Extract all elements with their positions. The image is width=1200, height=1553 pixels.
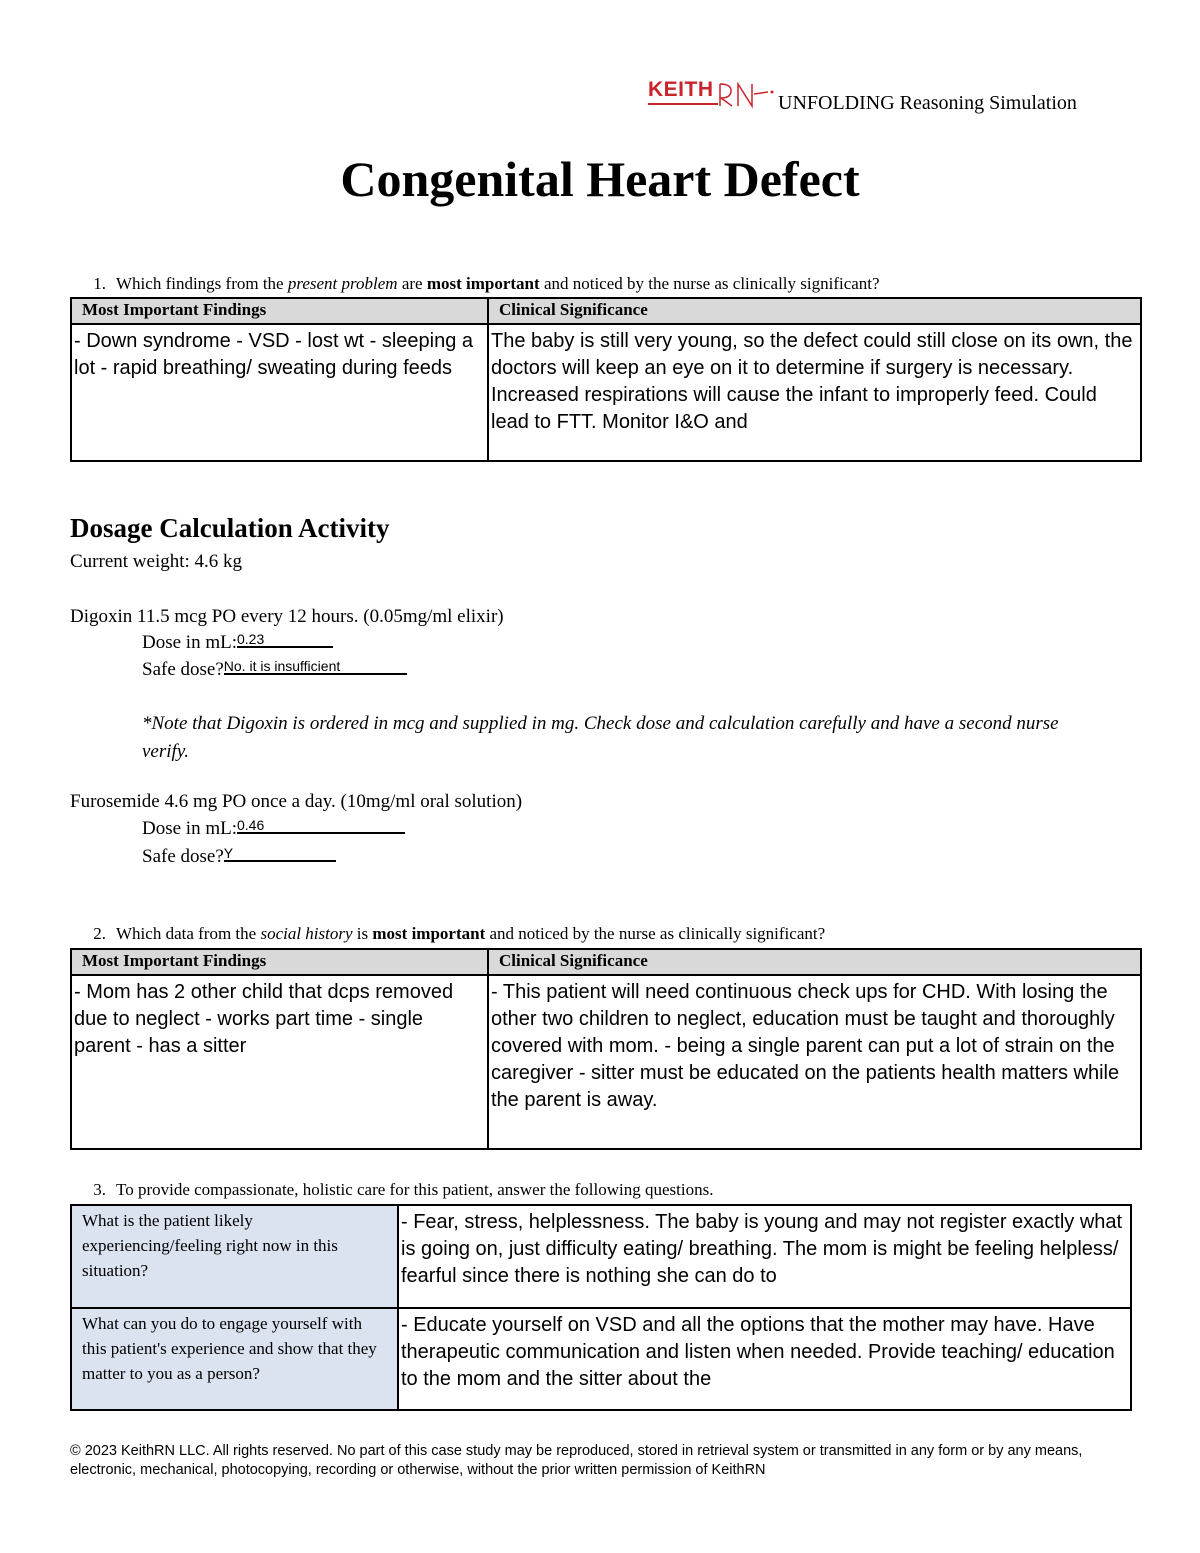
- question-number: 1.: [93, 274, 106, 293]
- prompt-text: and noticed by the nurse as clinically significant?: [539, 274, 880, 293]
- prompt-text: Which findings from the: [116, 274, 288, 293]
- question-number: 3.: [93, 1180, 106, 1199]
- question-1-prompt: [70, 274, 880, 294]
- findings-answer[interactable]: - Mom has 2 other child that dcps removed due to neglect - works part time - single parent - has a sitter: [71, 975, 488, 1149]
- safe-dose-label: Safe dose?: [142, 846, 224, 867]
- prompt-text: and noticed by the nurse as clinically significant?: [485, 924, 826, 943]
- simulation-subtitle: UNFOLDING Reasoning Simulation: [778, 92, 1077, 114]
- col-header-findings: Most Important Findings: [71, 298, 488, 324]
- current-weight: Current weight: 4.6 kg: [70, 551, 243, 572]
- digoxin-safe-row: [142, 659, 407, 681]
- furosemide-order: Furosemide 4.6 mg PO once a day. (10mg/ml oral solution): [70, 791, 523, 812]
- prompt-text: is: [352, 924, 373, 943]
- safe-dose-label: Safe dose?: [142, 659, 224, 680]
- digoxin-order: Digoxin 11.5 mcg PO every 12 hours. (0.05mg/ml elixir): [70, 606, 504, 627]
- dosage-heading: Dosage Calculation Activity: [70, 513, 390, 543]
- prompt-strong: most important: [372, 924, 486, 943]
- keithrn-logo-icon: [718, 80, 776, 110]
- furosemide-dose-row: [142, 818, 405, 840]
- dose-label: Dose in mL:: [142, 632, 237, 653]
- prompt-text: are: [397, 274, 427, 293]
- logo-underline: [648, 103, 718, 105]
- furosemide-dose-field[interactable]: 0.46: [237, 818, 405, 834]
- prompt-emphasis: social history: [260, 924, 353, 943]
- question-3-table: [70, 1204, 1132, 1411]
- prompt-text: Which data from the: [116, 924, 261, 943]
- col-header-findings: Most Important Findings: [71, 949, 488, 975]
- prompt-strong: most important: [426, 274, 540, 293]
- holistic-answer[interactable]: - Educate yourself on VSD and all the options that the mother may have. Have therapeutic communication and listen when needed. Provide teaching/ education to the mom and the sitter about the: [398, 1308, 1131, 1410]
- question-1-table: [70, 297, 1142, 462]
- prompt-text: To provide compassionate, holistic care for this patient, answer the following questions.: [116, 1180, 714, 1199]
- page-title: Congenital Heart Defect: [340, 151, 860, 207]
- digoxin-note: *Note that Digoxin is ordered in mcg and supplied in mg. Check dose and calculation carefully and have a second nurse verify.: [142, 713, 1059, 762]
- question-3-prompt: [70, 1180, 713, 1200]
- digoxin-dose-row: [142, 632, 333, 654]
- holistic-question: What can you do to engage yourself with this patient's experience and show that they matter to you as a person?: [71, 1308, 398, 1410]
- question-2-prompt: [70, 924, 825, 944]
- significance-answer[interactable]: The baby is still very young, so the defect could still close on its own, the doctors will keep an eye on it to determine if surgery is necessary. Increased respirations will cause the infant to improperly feed. Could lead to FTT. Monitor I&O and: [488, 324, 1141, 461]
- holistic-question: What is the patient likely experiencing/feeling right now in this situation?: [71, 1205, 398, 1308]
- significance-answer[interactable]: - This patient will need continuous check ups for CHD. With losing the other two children to neglect, education must be taught and thoroughly covered with mom. - being a single parent can put a lot of strain on the caregiver - sitter must be educated on the patients health matters while the parent is away.: [488, 975, 1141, 1149]
- col-header-significance: Clinical Significance: [488, 949, 1141, 975]
- findings-answer[interactable]: - Down syndrome - VSD - lost wt - sleeping a lot - rapid breathing/ sweating during feeds: [71, 324, 488, 461]
- copyright-footer: © 2023 KeithRN LLC. All rights reserved. No part of this case study may be reproduced, stored in retrieval system or transmitted in any form or by any means, electronic, mechanical, photocopying, recording or otherwise, without the prior written permission of KeithRN: [70, 1443, 1083, 1478]
- question-number: 2.: [93, 924, 106, 943]
- question-2-table: [70, 948, 1142, 1150]
- furosemide-safe-row: [142, 846, 336, 868]
- prompt-emphasis: present problem: [287, 274, 398, 293]
- digoxin-dose-field[interactable]: 0.23: [237, 632, 333, 648]
- holistic-answer[interactable]: - Fear, stress, helplessness. The baby is young and may not register exactly what is going on, just difficulty eating/ breathing. The mom is might be feeling helpless/ fearful since there is nothing she can do to: [398, 1205, 1131, 1308]
- furosemide-safe-field[interactable]: Y: [224, 846, 336, 862]
- col-header-significance: Clinical Significance: [488, 298, 1141, 324]
- digoxin-safe-field[interactable]: No. it is insufficient: [224, 659, 407, 675]
- dose-label: Dose in mL:: [142, 818, 237, 839]
- keithrn-logo-text: KEITH: [648, 78, 714, 101]
